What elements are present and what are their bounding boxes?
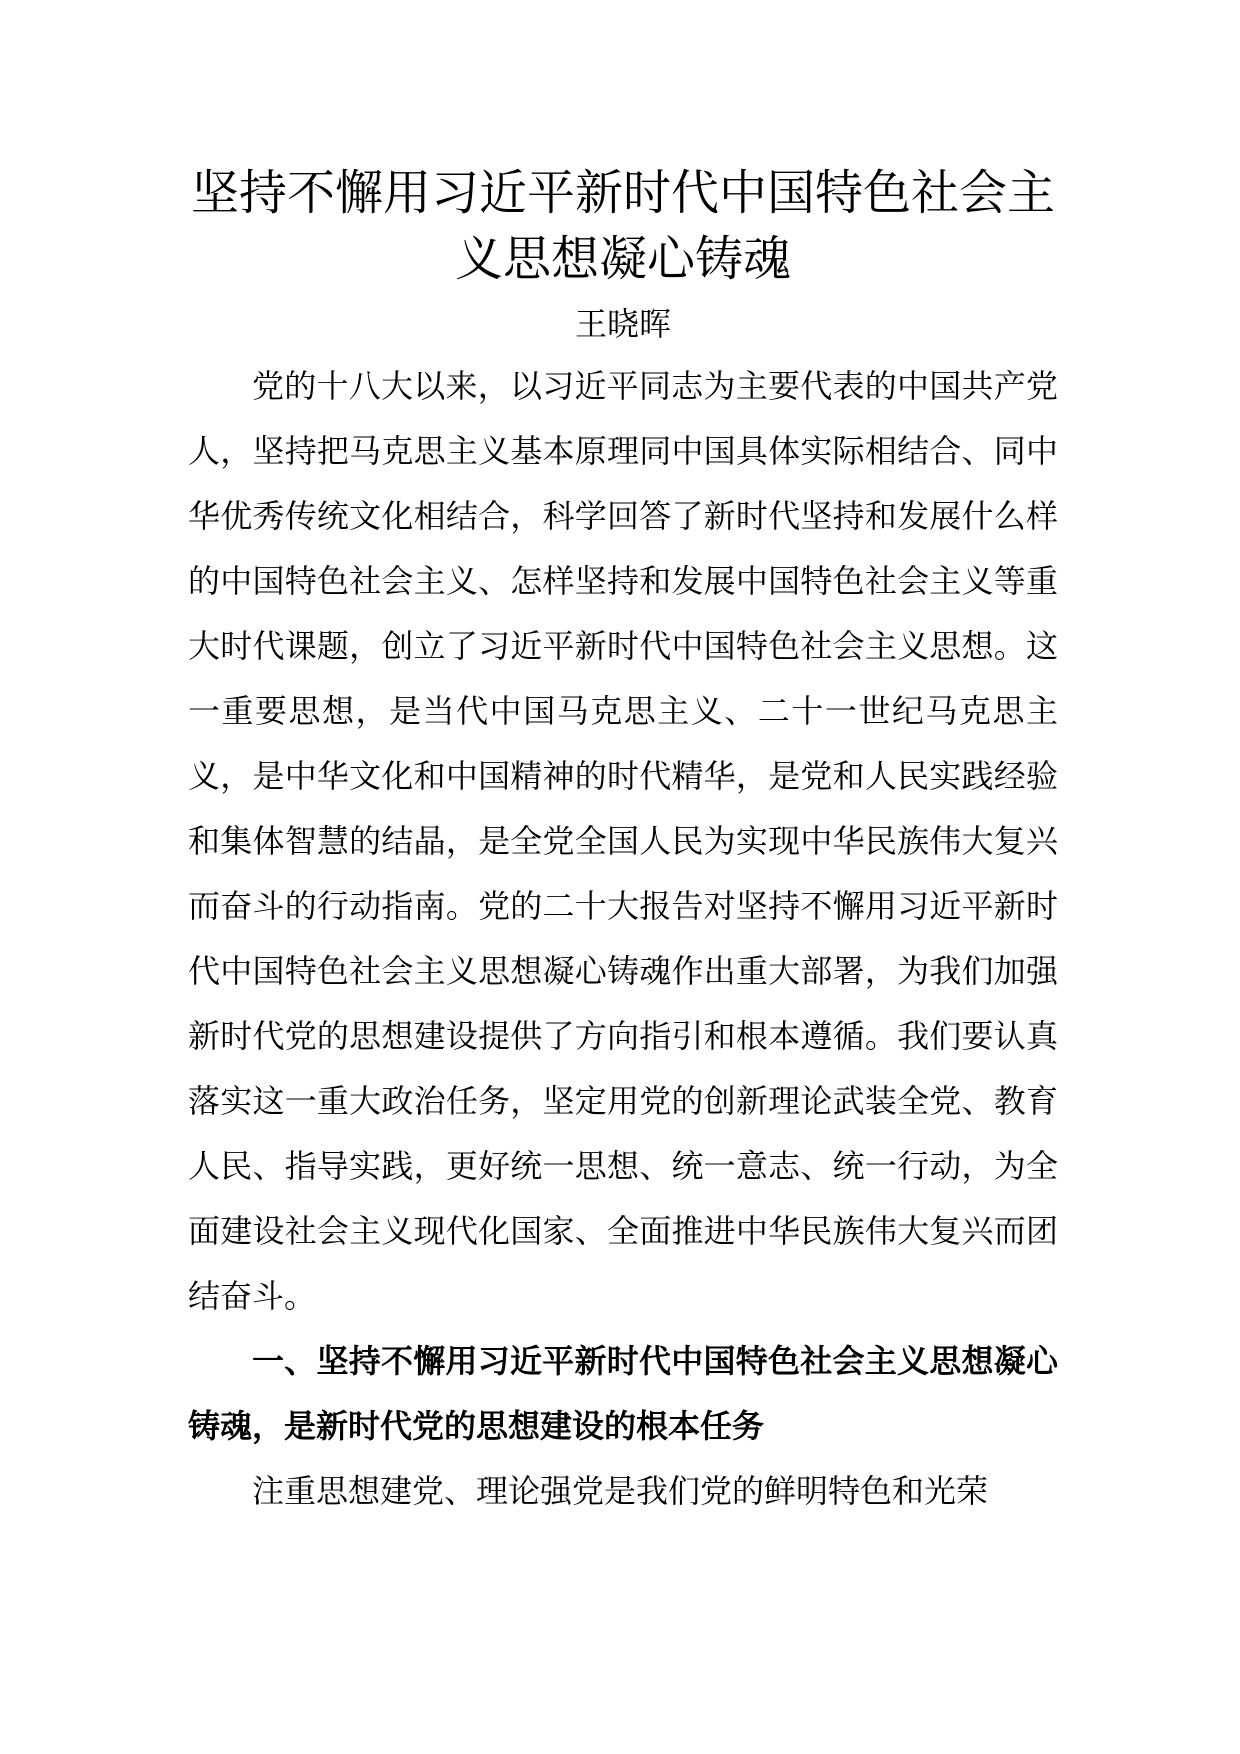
section-heading: 一、坚持不懈用习近平新时代中国特色社会主义思想凝心铸魂，是新时代党的思想建设的根本任务 <box>188 1342 1058 1445</box>
document-page <box>188 160 1058 1524</box>
body-paragraph: 党的十八大以来，以习近平同志为主要代表的中国共产党人，坚持把马克思主义基本原理同中国具体实际相结合、同中华优秀传统文化相结合，科学回答了新时代坚持和发展什么样的中国特色社会主义、怎样坚持和发展中国特色社会主义等重大时代课题，创立了习近平新时代中国特色社会主义思想。这一重要思想，是当代中国马克思主义、二十一世纪马克思主义，是中华文化和中国精神的时代精华，是党和人民实践经验和集体智慧的结晶，是全党全国人民为实现中华民族伟大复兴而奋斗的行动指南。党的二十大报告对坚持不懈用习近平新时代中国特色社会主义思想凝心铸魂作出重大部署，为我们加强新时代党的思想建设提供了方向指引和根本遵循。我们要认真落实这一重大政治任务，坚定用党的创新理论武装全党、教育人民、指导实践，更好统一思想、统一意志、统一行动，为全面建设社会主义现代化国家、全面推进中华民族伟大复兴而团结奋斗。 <box>188 367 1058 1315</box>
author-name: 王晓晖 <box>574 305 671 343</box>
body-paragraph-continued: 注重思想建党、理论强党是我们党的鲜明特色和光荣 <box>252 1472 989 1510</box>
document-title: 坚持不懈用习近平新时代中国特色社会主义思想凝心铸魂 <box>190 165 1055 287</box>
